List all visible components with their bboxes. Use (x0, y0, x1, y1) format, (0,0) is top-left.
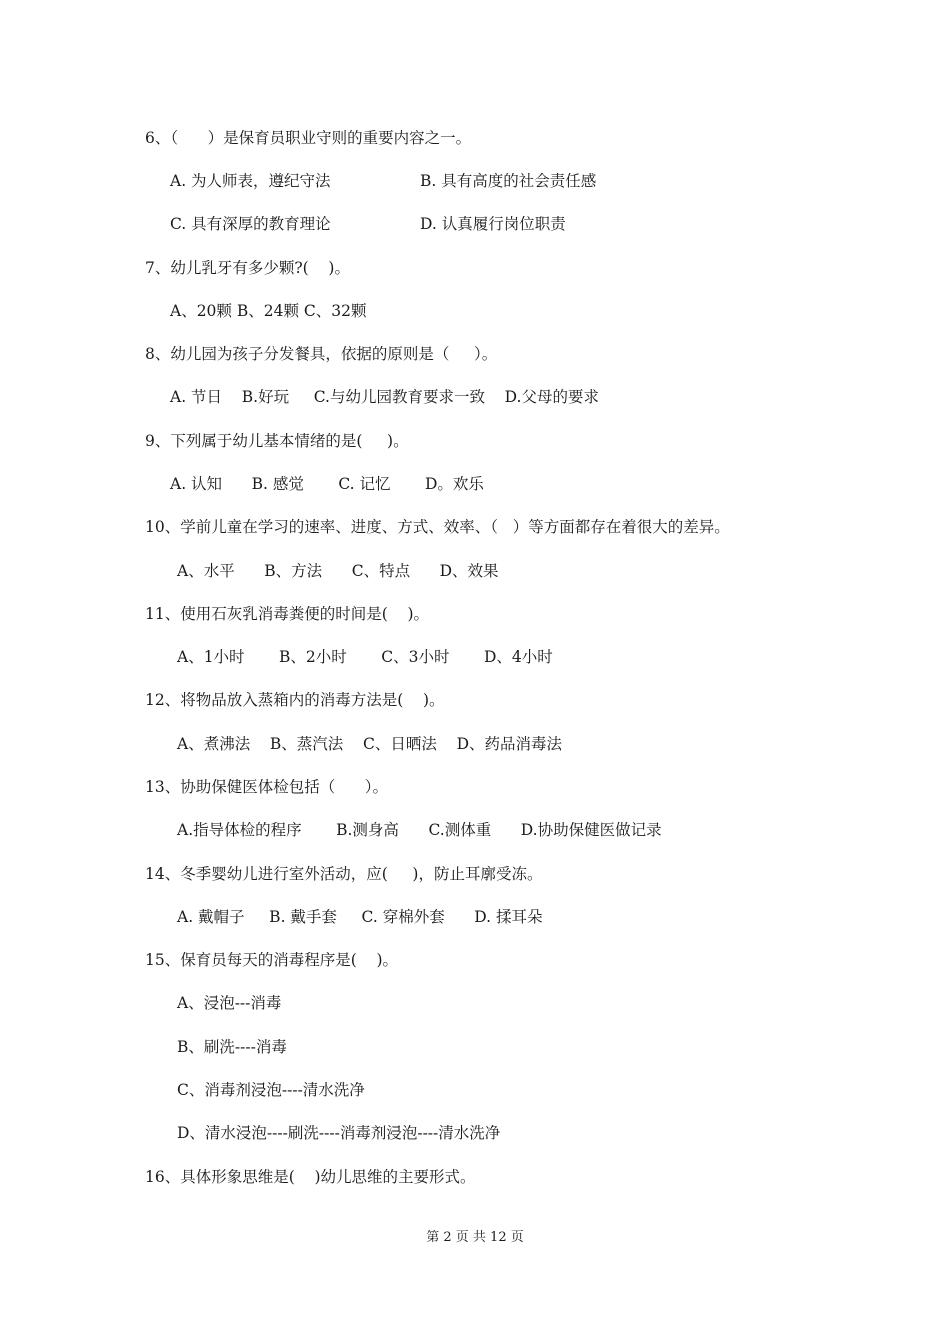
question-13-stem: 13、协助保健医体检包括（ ）。 (145, 778, 389, 796)
question-14-options: A. 戴帽子 B. 戴手套 C. 穿棉外套 D. 揉耳朵 (177, 908, 543, 926)
question-9-options: A. 认知 B. 感觉 C. 记忆 D。欢乐 (170, 475, 484, 493)
question-15-option-a: A、浸泡---消毒 (177, 994, 282, 1012)
question-13-options: A.指导体检的程序 B.测身高 C.测体重 D.协助保健医做记录 (177, 821, 662, 839)
question-11-options: A、1小时 B、2小时 C、3小时 D、4小时 (177, 648, 553, 666)
question-6-stem: 6、（ ）是保育员职业守则的重要内容之一。 (145, 129, 472, 147)
question-12-stem: 12、将物品放入蒸箱内的消毒方法是( )。 (145, 691, 445, 709)
question-15-option-b: B、刷洗----消毒 (177, 1038, 287, 1056)
question-6-option-c: C. 具有深厚的教育理论 (170, 215, 331, 233)
question-10-options: A、水平 B、方法 C、特点 D、效果 (177, 562, 499, 580)
question-6-option-b: B. 具有高度的社会责任感 (420, 172, 597, 190)
question-12-options: A、煮沸法 B、蒸汽法 C、日晒法 D、药品消毒法 (177, 735, 562, 753)
question-8-options: A. 节日 B.好玩 C.与幼儿园教育要求一致 D.父母的要求 (170, 388, 599, 406)
question-15-stem: 15、保育员每天的消毒程序是( )。 (145, 951, 399, 969)
question-7-options: A、20颗 B、24颗 C、32颗 (170, 302, 367, 320)
question-15-option-c: C、消毒剂浸泡----清水洗净 (177, 1081, 365, 1099)
question-6-option-a: A. 为人师表，遵纪守法 (170, 172, 331, 190)
question-16-stem: 16、具体形象思维是( )幼儿思维的主要形式。 (145, 1168, 476, 1186)
question-10-stem: 10、学前儿童在学习的速率、进度、方式、效率、（ ）等方面都存在着很大的差异。 (145, 518, 730, 536)
question-7-stem: 7、幼儿乳牙有多少颗?( )。 (145, 259, 350, 277)
question-6-option-d: D. 认真履行岗位职责 (420, 215, 566, 233)
question-8-stem: 8、幼儿园为孩子分发餐具，依据的原则是（ ）。 (145, 345, 498, 363)
page-footer: 第 2 页 共 12 页 (426, 1230, 524, 1245)
question-9-stem: 9、下列属于幼儿基本情绪的是( )。 (145, 432, 409, 450)
question-15-option-d: D、清水浸泡----刷洗----消毒剂浸泡----清水洗净 (177, 1124, 501, 1142)
question-11-stem: 11、使用石灰乳消毒粪便的时间是( )。 (145, 605, 430, 623)
question-14-stem: 14、冬季婴幼儿进行室外活动，应( )，防止耳廓受冻。 (145, 865, 543, 883)
